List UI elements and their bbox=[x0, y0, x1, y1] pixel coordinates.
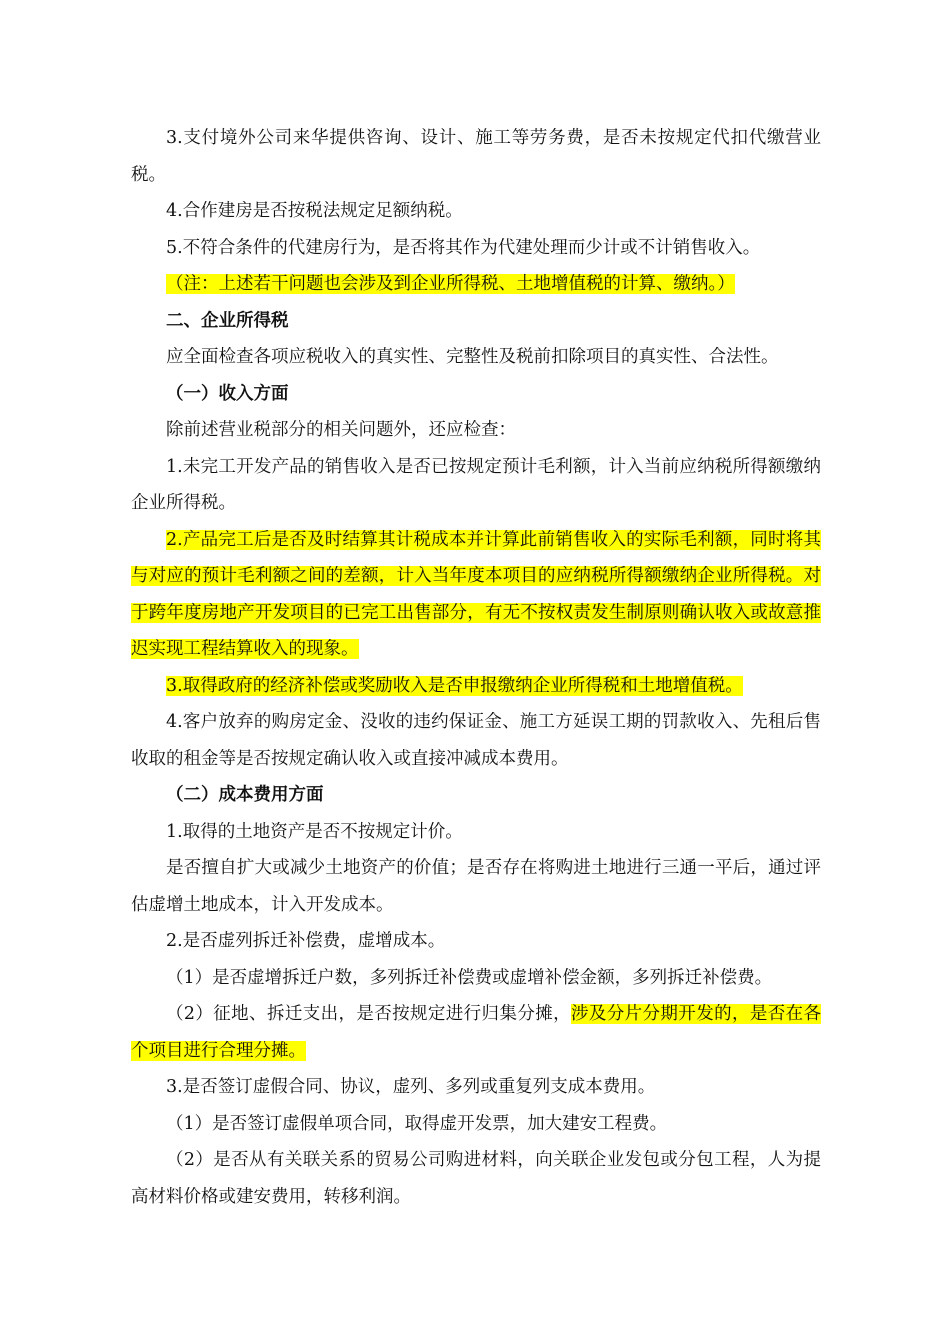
income-item-1: 1.未完工开发产品的销售收入是否已按规定预计毛利额，计入当前应纳税所得额缴纳企业所得税。 bbox=[131, 456, 821, 513]
cost-item-2-sub-2-plain: （2）征地、拆迁支出，是否按规定进行归集分摊， bbox=[166, 1004, 571, 1024]
income-item-2-highlight: 2.产品完工后是否及时结算其计税成本并计算此前销售收入的实际毛利额，同时将其与对应的预计毛利额之间的差额，计入当年度本项目的应纳税所得额缴纳企业所得税。对于跨年度房地产开发项目的已完工出售部分，有无不按权责发生制原则确认收入或故意推迟实现工程结算收入的现象。 bbox=[131, 529, 821, 659]
income-intro: 除前述营业税部分的相关问题外，还应检查： bbox=[166, 420, 516, 440]
cost-item-3: 3.是否签订虚假合同、协议，虚列、多列或重复列支成本费用。 bbox=[166, 1077, 656, 1097]
document-body bbox=[131, 120, 821, 1215]
cost-item-1-detail: 是否擅自扩大或减少土地资产的价值；是否存在将购进土地进行三通一平后，通过评估虚增土地成本，计入开发成本。 bbox=[131, 858, 821, 915]
cost-item-3-sub-2: （2）是否从有关联关系的贸易公司购进材料，向关联企业发包或分包工程，人为提高材料价格或建安费用，转移利润。 bbox=[131, 1150, 821, 1207]
cost-item-2-sub-1: （1）是否虚增拆迁户数，多列拆迁补偿费或虚增补偿金额，多列拆迁补偿费。 bbox=[166, 967, 773, 988]
paragraph-5-agent-construction: 5.不符合条件的代建房行为，是否将其作为代建处理而少计或不计销售收入。 bbox=[166, 237, 761, 258]
income-item-3 bbox=[131, 668, 821, 705]
note-paragraph bbox=[131, 266, 821, 303]
section-heading-corporate-income-tax: 二、企业所得税 bbox=[166, 310, 289, 331]
income-item-2 bbox=[131, 522, 821, 668]
note-highlight: （注：上述若干问题也会涉及到企业所得税、土地增值税的计算、缴纳。） bbox=[166, 274, 735, 294]
paragraph-4-cooperative-building: 4.合作建房是否按税法规定足额纳税。 bbox=[166, 201, 463, 221]
cost-item-1: 1.取得的土地资产是否不按规定计价。 bbox=[166, 821, 463, 842]
income-item-4: 4.客户放弃的购房定金、没收的违约保证金、施工方延误工期的罚款收入、先租后售收取的租金等是否按规定确认收入或直接冲减成本费用。 bbox=[131, 712, 821, 769]
cost-item-2-sub-2 bbox=[131, 996, 821, 1069]
cost-item-2: 2.是否虚列拆迁补偿费，虚增成本。 bbox=[166, 931, 446, 951]
section-intro: 应全面检查各项应税收入的真实性、完整性及税前扣除项目的真实性、合法性。 bbox=[166, 347, 779, 367]
income-item-3-highlight: 3.取得政府的经济补偿或奖励收入是否申报缴纳企业所得税和土地增值税。 bbox=[166, 675, 743, 696]
cost-item-2-sub-2-highlight: 涉及分片分期开发的，是否在各个项目进行合理分摊。 bbox=[131, 1004, 822, 1061]
subsection-heading-costs: （二）成本费用方面 bbox=[166, 785, 324, 805]
cost-item-3-sub-1: （1）是否签订虚假单项合同，取得虚开发票，加大建安工程费。 bbox=[166, 1113, 668, 1134]
paragraph-3-foreign-labor-tax: 3.支付境外公司来华提供咨询、设计、施工等劳务费，是否未按规定代扣代缴营业税。 bbox=[131, 128, 821, 185]
subsection-heading-income: （一）收入方面 bbox=[166, 383, 289, 404]
